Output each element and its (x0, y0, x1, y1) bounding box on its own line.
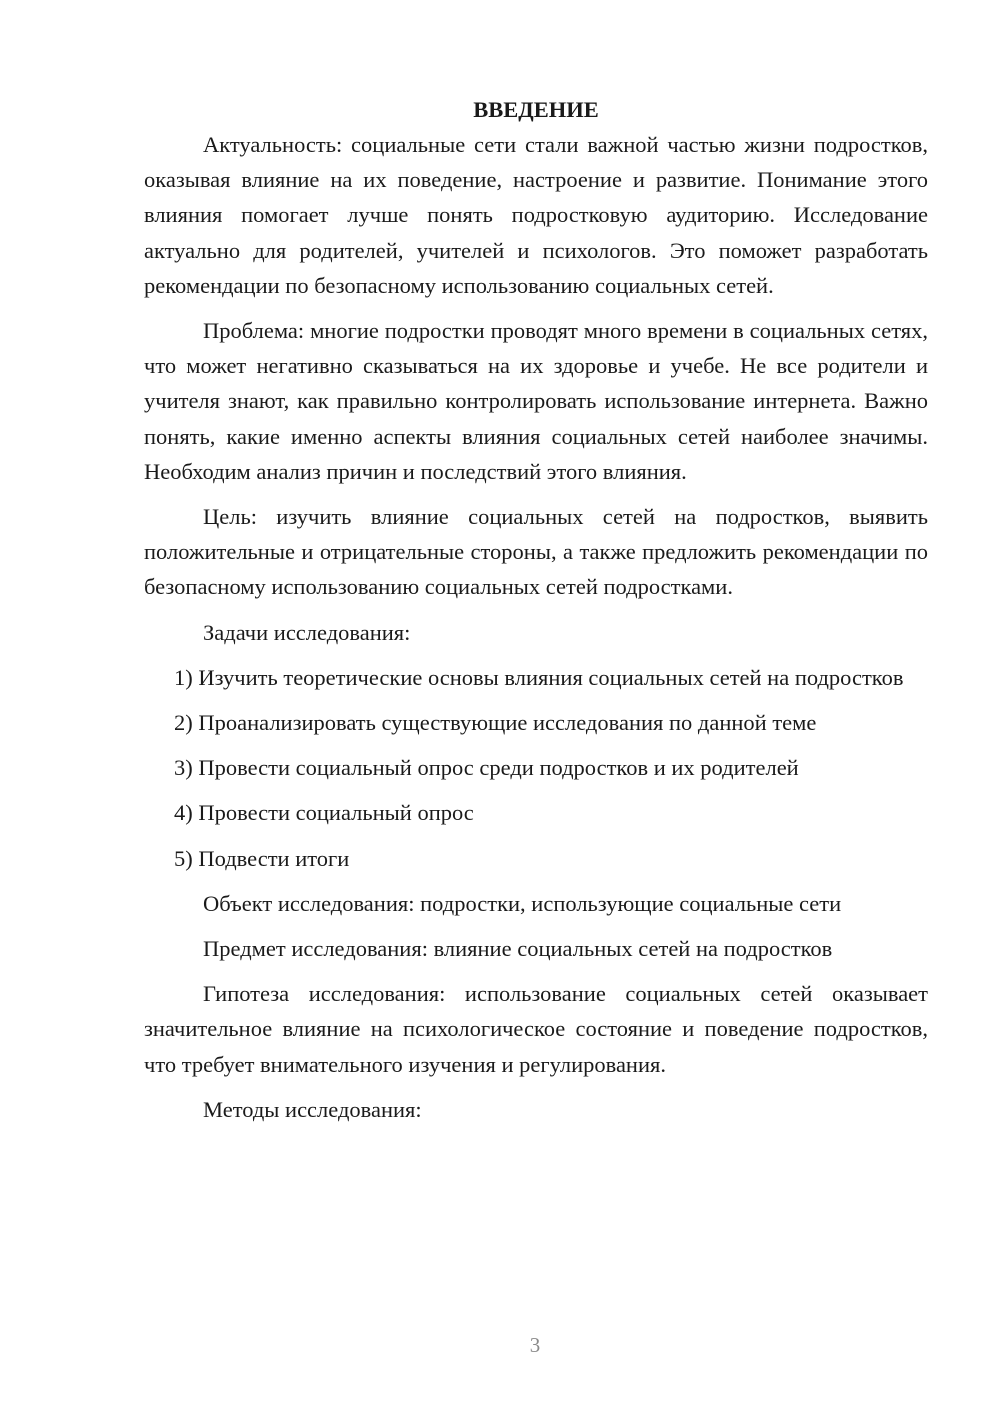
hypothesis-paragraph: Гипотеза исследования: использование социальных сетей оказывает значительное влияние на психологическое состояние и поведение подростков, что требует внимательного изучения и регулирования. (144, 981, 928, 1077)
task-item-5: 5) Подвести итоги (174, 845, 350, 871)
relevance-paragraph: Актуальность: социальные сети стали важной частью жизни подростков, оказывая влияние на их поведение, настроение и развитие. Понимание этого влияния помогает лучше понять подростковую аудиторию. Исследование актуально для родителей, учителей и психологов. Это поможет разработать рекомендации по безопасному использованию социальных сетей. (144, 132, 928, 298)
task-item-2: 2) Проанализировать существующие исследования по данной теме (174, 710, 817, 736)
goal-paragraph: Цель: изучить влияние социальных сетей на подростков, выявить положительные и отрицательные стороны, а также предложить рекомендации по безопасному использованию социальных сетей подростками. (144, 504, 928, 600)
document-page (144, 92, 928, 1127)
tasks-heading: Задачи исследования: (203, 619, 411, 645)
object-paragraph: Объект исследования: подростки, использующие социальные сети (203, 890, 842, 916)
subject-paragraph: Предмет исследования: влияние социальных сетей на подростков (203, 936, 833, 962)
task-item-1: 1) Изучить теоретические основы влияния социальных сетей на подростков (174, 664, 904, 690)
task-item-3: 3) Провести социальный опрос среди подростков и их родителей (174, 755, 799, 781)
task-item-4: 4) Провести социальный опрос (174, 800, 474, 826)
problem-paragraph: Проблема: многие подростки проводят много времени в социальных сетях, что может негативно сказываться на их здоровье и учебе. Не все родители и учителя знают, как правильно контролировать использование интернета. Важно понять, какие именно аспекты влияния социальных сетей наиболее значимы. Необходим анализ причин и последствий этого влияния. (144, 318, 928, 484)
section-title: ВВЕДЕНИЕ (473, 97, 599, 122)
methods-heading: Методы исследования: (203, 1096, 422, 1122)
page-number: 3 (529, 1333, 541, 1357)
